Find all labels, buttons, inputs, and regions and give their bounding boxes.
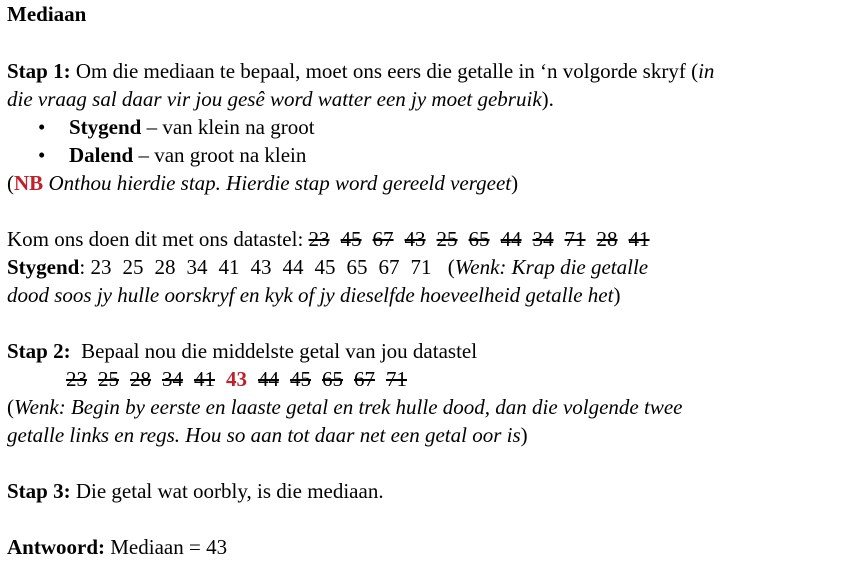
- sorted-values: [90, 255, 442, 279]
- sorted-hint-line: [7, 281, 620, 309]
- step1-label: Stap 1:: [7, 59, 71, 83]
- step2-hint1: Wenk: Begin by eerste en laaste getal en trek hulle dood, dan die volgende twee: [14, 395, 683, 419]
- number-value: 71: [386, 367, 407, 391]
- step1-line2: [7, 85, 554, 113]
- step2-hint2: getalle links en regs. Hou so aan tot daar net een getal oor is: [7, 423, 521, 447]
- nb-note: [7, 169, 518, 197]
- sorted-line: [7, 253, 648, 281]
- bullet-bold: Stygend: [69, 115, 142, 139]
- number-value: 44: [500, 227, 522, 251]
- number-value: 65: [468, 227, 490, 251]
- number-value: 28: [596, 227, 618, 251]
- sorted-label: Stygend: [7, 255, 80, 279]
- answer-label: Antwoord:: [7, 535, 105, 559]
- number-value: 71: [564, 227, 586, 251]
- number-value: 28: [154, 255, 176, 279]
- hint-open: (: [442, 255, 455, 279]
- note-open: (: [7, 171, 14, 195]
- step2-values-line: [66, 365, 418, 393]
- step1-tail: ).: [541, 87, 554, 111]
- step1-italic2: die vraag sal daar vir jou gesê word watter een jy moet gebruik: [7, 87, 542, 111]
- number-value: 65: [322, 367, 343, 391]
- number-value: 41: [194, 367, 215, 391]
- number-value: 44: [258, 367, 279, 391]
- dataset-intro: Kom ons doen dit met ons datastel:: [7, 227, 309, 251]
- bullet-icon: •: [38, 115, 46, 139]
- number-value: 67: [372, 227, 394, 251]
- number-value: 28: [130, 367, 151, 391]
- number-value: 25: [122, 255, 144, 279]
- number-value: 25: [98, 367, 119, 391]
- hint-open: (: [7, 395, 14, 419]
- number-value: 23: [90, 255, 112, 279]
- step3-line: [7, 477, 384, 505]
- number-value: 34: [532, 227, 554, 251]
- note-text: Onthou hierdie stap. Hierdie stap word gereeld vergeet: [43, 171, 512, 195]
- answer-line: [7, 533, 227, 561]
- bullet-bold: Dalend: [69, 143, 134, 167]
- number-value: 71: [410, 255, 432, 279]
- number-value: 44: [282, 255, 304, 279]
- number-value: 23: [66, 367, 87, 391]
- dataset-values: [309, 227, 661, 251]
- bullet-rest: – van klein na groot: [141, 115, 315, 139]
- step2-hint-line2: [7, 421, 528, 449]
- step3-text: Die getal wat oorbly, is die mediaan.: [70, 479, 384, 503]
- step2-line: [7, 337, 477, 365]
- number-value: 45: [314, 255, 336, 279]
- number-value: 67: [354, 367, 375, 391]
- number-value: 34: [186, 255, 208, 279]
- bullet-rest: – van groot na klein: [133, 143, 307, 167]
- hint-close: ): [520, 423, 528, 447]
- answer-text: Mediaan = 43: [105, 535, 228, 559]
- dataset-line: [7, 225, 661, 253]
- heading-text: Mediaan: [7, 2, 87, 26]
- step2-text: Bepaal nou die middelste getal van jou datastel: [70, 339, 478, 363]
- number-value: 23: [308, 227, 330, 251]
- number-value: 43: [404, 227, 426, 251]
- sorted-hint1: Wenk: Krap die getalle: [454, 255, 649, 279]
- number-value: 45: [290, 367, 311, 391]
- step2-label: Stap 2:: [7, 339, 71, 363]
- hint-close: ): [613, 283, 621, 307]
- step1-italic1: in: [698, 59, 715, 83]
- median-value: 43: [226, 367, 247, 391]
- nb-label: NB: [14, 171, 44, 195]
- sorted-hint2: dood soos jy hulle oorskryf en kyk of jy dieselfde hoeveelheid getalle het: [7, 283, 614, 307]
- step1-line1: [7, 57, 714, 85]
- step1-text: Om die mediaan te bepaal, moet ons eers die getalle in ‘n volgorde skryf (: [70, 59, 699, 83]
- number-value: 45: [340, 227, 362, 251]
- step3-label: Stap 3:: [7, 479, 71, 503]
- number-value: 25: [436, 227, 458, 251]
- number-value: 67: [378, 255, 400, 279]
- bullet-icon: •: [38, 143, 46, 167]
- sorted-colon: :: [79, 255, 91, 279]
- number-value: 43: [250, 255, 272, 279]
- title: [7, 0, 86, 28]
- step2-values: [66, 367, 418, 391]
- note-close: ): [511, 171, 519, 195]
- number-value: 41: [628, 227, 650, 251]
- number-value: 34: [162, 367, 183, 391]
- number-value: 41: [218, 255, 240, 279]
- step2-hint-line1: [7, 393, 682, 421]
- number-value: 65: [346, 255, 368, 279]
